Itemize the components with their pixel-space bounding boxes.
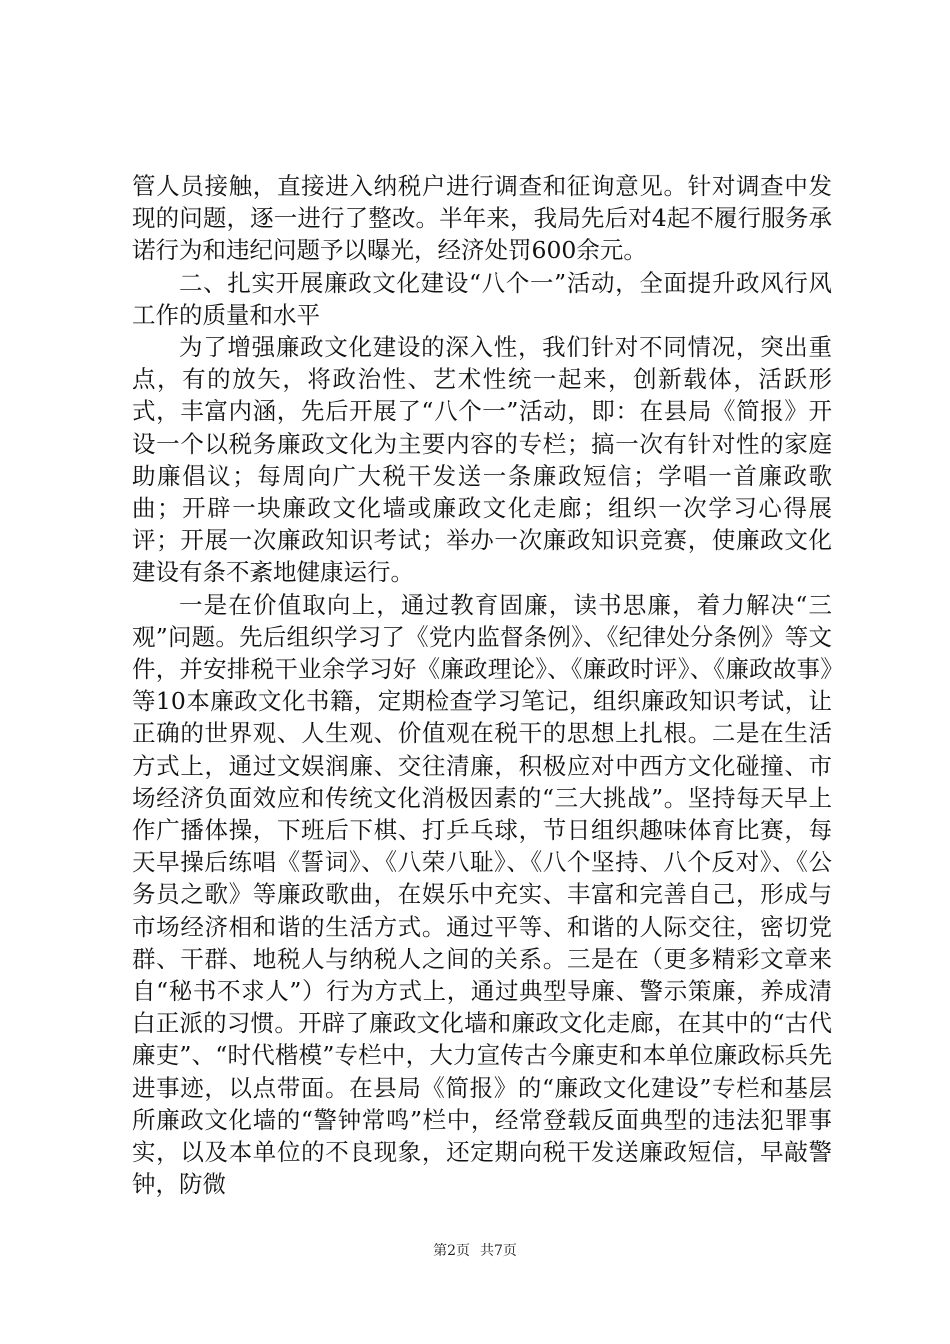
page-number-current: 第2页 [433,1243,470,1259]
page-number-total: 共7页 [480,1243,517,1259]
paragraph-eight-activities: 为了增强廉政文化建设的深入性，我们针对不同情况，突出重点，有的放矢，将政治性、艺术性统一起来，创新载体，活跃形式，丰富内涵，先后开展了“八个一”活动，即：在县局《简报》开设一个以税务廉政文化为主要内容的专栏；搞一次有针对性的家庭助廉倡议；每周向广大税干发送一条廉政短信；学唱一首廉政歌曲；开辟一块廉政文化墙或廉政文化走廊；组织一次学习心得展评；开展一次廉政知识考试；举办一次廉政知识竞赛，使廉政文化建设有条不紊地健康运行。 [132,333,832,587]
paragraph-values-lifestyle-conduct: 一是在价值取向上，通过教育固廉，读书思廉，着力解决“三观”问题。先后组织学习了《党内监督条例》、《纪律处分条例》等文件，并安排税干业余学习好《廉政理论》、《廉政时评》、《廉政故事》等10本廉政文化书籍，定期检查学习笔记，组织廉政知识考试，让正确的世界观、人生观、价值观在税干的思想上扎根。二是在生活方式上，通过文娱润廉、交往清廉，积极应对中西方文化碰撞、市场经济负面效应和传统文化消极因素的“三大挑战”。坚持每天早上作广播体操，下班后下棋、打乒乓球，节日组织趣味体育比赛，每天早操后练唱《誓词》、《八荣八耻》、《八个坚持、八个反对》、《公务员之歌》等廉政歌曲，在娱乐中充实、丰富和完善自己，形成与市场经济相和谐的生活方式。通过平等、和谐的人际交往，密切党群、干群、地税人与纳税人之间的关系。三是在（更多精彩文章来自“秘书不求人”）行为方式上，通过典型导廉、警示策廉，养成清白正派的习惯。开辟了廉政文化墙和廉政文化走廊，在其中的“古代廉吏”、“时代楷模”专栏中，大力宣传古今廉吏和本单位廉政标兵先进事迹，以点带面。在县局《简报》的“廉政文化建设”专栏和基层所廉政文化墙的“警钟常鸣”栏中，经常登载反面典型的违法犯罪事实，以及本单位的不良现象，还定期向税干发送廉政短信，早敲警钟，防微 [132,590,832,1199]
section-heading: 二、扎实开展廉政文化建设“八个一”活动，全面提升政风行风工作的质量和水平 [132,268,832,329]
page-footer [0,1240,950,1260]
paragraph-continuation: 管人员接触，直接进入纳税户进行调查和征询意见。针对调查中发现的问题，逐一进行了整改。半年来，我局先后对4起不履行服务承诺行为和违纪问题予以曝光，经济处罚600余元。 [132,172,832,265]
document-body [132,170,832,1201]
